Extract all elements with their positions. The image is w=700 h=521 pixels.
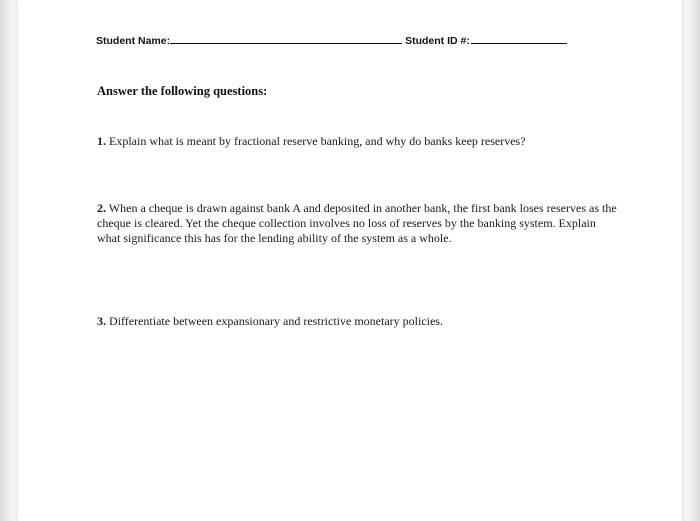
question-text: Explain what is meant by fractional reserve banking, and why do banks keep reserves? — [109, 134, 526, 148]
question-text: Differentiate between expansionary and restrictive monetary policies. — [109, 314, 443, 328]
student-info-header — [96, 34, 567, 47]
student-id-blank — [471, 34, 567, 44]
student-id-label: Student ID #: — [405, 35, 470, 47]
student-name-label: Student Name: — [96, 35, 171, 47]
question-number: 2. — [97, 201, 106, 215]
question-number: 3. — [97, 314, 106, 328]
document-page — [18, 0, 682, 521]
question-2 — [97, 201, 617, 246]
question-text: When a cheque is drawn against bank A and deposited in another bank, the first bank loses reserves as the cheque is cleared. Yet the cheque collection involves no loss of reserves by the banking system. Explain what significance this has for the lending ability of the system as a whole. — [97, 201, 617, 245]
question-1 — [97, 134, 617, 149]
question-number: 1. — [97, 134, 106, 148]
question-3 — [97, 314, 617, 329]
instructions-heading: Answer the following questions: — [97, 84, 268, 98]
student-name-blank — [170, 34, 402, 44]
